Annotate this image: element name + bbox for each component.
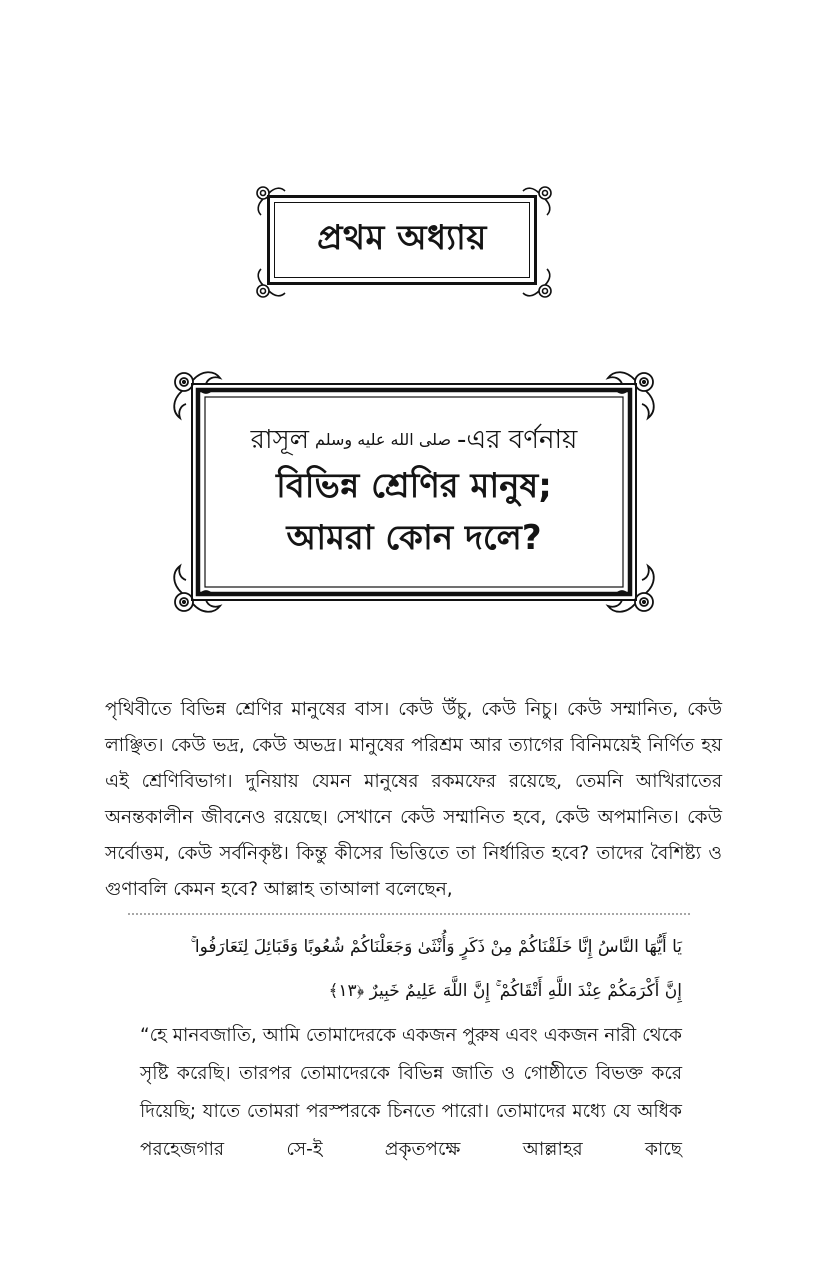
heading-line-1 — [251, 420, 578, 460]
chapter-title-frame — [253, 183, 555, 301]
translation-paragraph: “হে মানবজাতি, আমি তোমাদেরকে একজন পুরুষ এবং একজন নারী থেকে সৃষ্টি করেছি। তারপর তোমাদেরকে বিভিন্ন জাতি ও গোষ্ঠীতে বিভক্ত করে দিয়েছি; যাতে তোমরা পরস্পরকে চিনতে পারো। তোমাদের মধ্যে যে অধিক পরহেজগার সে-ই প্রকৃতপক্ষে আল্লাহর কাছে — [140, 1025, 682, 1160]
heading-text-block — [210, 402, 618, 582]
chapter-title: প্রথম অধ্যায় — [317, 217, 487, 258]
heading-line-2: বিভিন্ন শ্রেণির মানুষ; — [276, 466, 552, 506]
quran-verse — [140, 925, 682, 1013]
heading-frame — [170, 368, 658, 616]
honorific-glyph: صلى الله عليه وسلم — [315, 430, 452, 449]
intro-paragraph: পৃথিবীতে বিভিন্ন শ্রেণির মানুষের বাস। কেউ উঁচু, কেউ নিচু। কেউ সম্মানিত, কেউ লাঞ্ছিত। কেউ ভদ্র, কেউ অভদ্র। মানুষের পরিশ্রম আর ত্যাগের বিনিময়েই নির্ণিত হয় এই শ্রেণিবিভাগ। দুনিয়ায় যেমন মানুষের রকমফের রয়েছে, তেমনি আখিরাতের অনন্তকালীন জীবনেও রয়েছে। সেখানে কেউ সম্মানিত হবে, কেউ অপমানিত। কেউ সর্বোত্তম, কেউ সর্বনিকৃষ্ট। কিন্তু কীসের ভিত্তিতে তা নির্ধারিত হবে? তাদের বৈশিষ্ট্য ও গুণাবলি কেমন হবে? আল্লাহ তাআলা বলেছেন, — [105, 699, 722, 900]
heading-prefix: রাসূল — [250, 425, 310, 455]
quran-verse-line-1: يَا أَيُّهَا النَّاسُ إِنَّا خَلَقْنَاكُمْ مِنْ ذَكَرٍ وَأُنْثَىٰ وَجَعَلْنَاكُمْ شُعُوبًا وَقَبَائِلَ لِتَعَارَفُوا ۚ — [190, 937, 682, 957]
heading-suffix: -এর বর্ণনায় — [457, 425, 578, 455]
chapter-box — [267, 195, 537, 285]
section-divider — [128, 911, 691, 917]
heading-line-3: আমরা কোন দলে? — [286, 518, 542, 558]
quran-verse-line-2: إِنَّ أَكْرَمَكُمْ عِنْدَ اللَّهِ أَتْقَاكُمْ ۚ إِنَّ اللَّهَ عَلِيمٌ خَبِيرٌ ﴿١٣﴾ — [328, 981, 682, 1001]
